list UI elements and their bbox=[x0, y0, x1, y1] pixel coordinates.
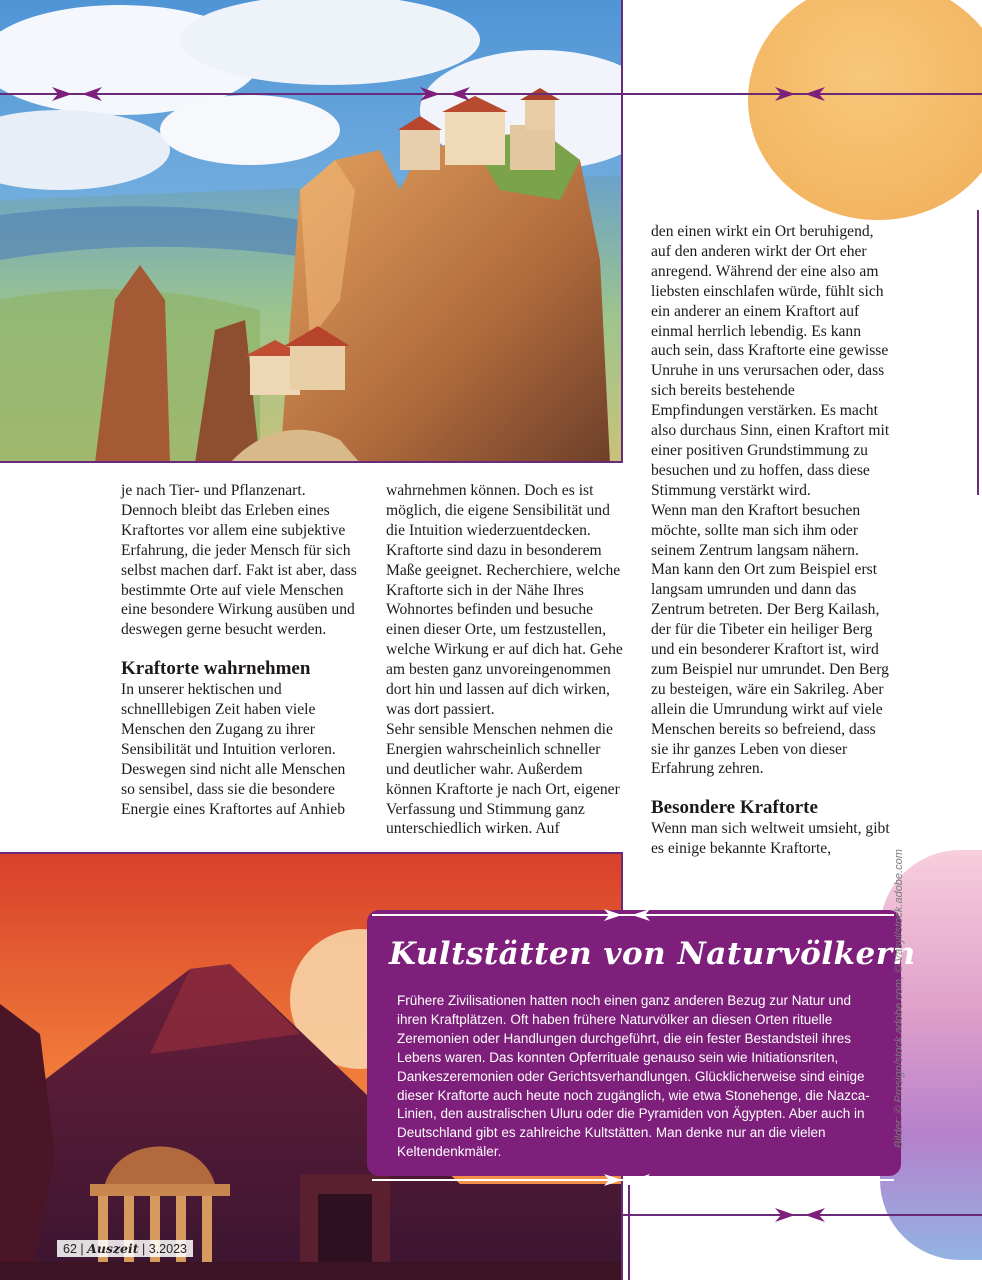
body-paragraph: je nach Tier- und Pflanzenart. Dennoch bleibt das Erleben eines Kraftortes vor allem eine subjektive Erfahrung, die jeder Mensch für sich selbst machen darf. Fakt ist aber, dass bestimmte Orte auf viele Menschen eine besondere Wirkung ausüben und deswegen gerne besucht werden. bbox=[121, 482, 357, 639]
body-paragraph: den einen wirkt ein Ort beruhigend, auf den anderen wirkt der Ort eher anregend. Während der eine also am liebsten einschlafen würde, fühlt sich ein anderer an einem Kraftort auf einmal herrlich lebendig. Es kann auch sein, dass Kraftorte eine gewisse Unruhe in uns verursachen oder, dass sich bereits bestehende Empfindungen verstärken. Es macht also durchaus Sinn, einen Kraftort mit einer positiven Grundstimmung zu besuchen und zu hoffen, dass diese Stimmung verstärkt wird. bbox=[651, 223, 890, 499]
page-number: 62 bbox=[63, 1242, 77, 1256]
info-box-text: Frühere Zivilisationen hatten noch einen ganz anderen Bezug zur Natur und ihren Kraftplätzen. Oft haben frühere Naturvölker an diesen Orten rituelle Zeremonien oder Handlungen durchgeführt, die ein fester Bestandsteil ihres Lebens waren. Das konnten Opferrituale genauso sein wie Initiationsriten, Dankeszeremonien oder Gerichtsverhandlungen. Glücklicherweise sind einige dieser Kraftorte auch heute noch zugänglich, wie etwa Stonehenge, die Nazca-Linien, den australischen Uluru oder die Pyramiden von Ägypten. Aber auch in Deutschland gibt es zahlreiche Kultstätten. Man denke nur an die vielen Keltendenkmäler. bbox=[397, 993, 870, 1160]
body-paragraph: Wenn man sich weltweit umsieht, gibt es einige bekannte Kraftorte, bbox=[651, 820, 890, 858]
arrow-divider bbox=[0, 84, 982, 104]
body-paragraph: In unserer hektischen und schnelllebigen Zeit haben viele Menschen den Zugang zu ihrer Sensibilität und Intuition verloren. Deswegen sind nicht alle Menschen so sensibel, dass sie die besondere Energie eines Kraftortes auf Anhieb bbox=[121, 681, 346, 818]
body-paragraph: wahrnehmen können. Doch es ist möglich, die eigene Sensibilität und die Intuition wiederzuentdecken. Kraftorte sind dazu in besonderem Maße geeignet. Recherchiere, welche Kraftorte sich in der Nähe Ihres Wohnortes befinden und besuche einen dieser Orte, um festzustellen, welche Wirkung er auf dich hat. Gehe am besten ganz unvoreingenommen dort hin und lassen auf dich wirken, was dort passiert. bbox=[386, 482, 623, 718]
body-paragraph: Wenn man den Kraftort besuchen möchte, sollte man sich ihm oder seinem Zentrum langsam nähern. Man kann den Ort zum Beispiel erst langsam umrunden und dann das Zentrum betreten. Der Berg Kailash, der für die Tibeter ein heiliger Berg und ein besonderer Kraftort ist, wird zum Beispiel nur umrundet. Den Berg zu besteigen, wäre ein Sakrileg. Aber allein die Umrundung wirkt auf viele Menschen bereits so befreiend, dass sie ihr ganzes Leben von dieser Erfahrung zehren. bbox=[651, 501, 889, 778]
info-box bbox=[367, 910, 916, 1176]
sun-decoration bbox=[748, 0, 982, 220]
text-column-2 bbox=[386, 481, 626, 839]
text-column-1 bbox=[121, 481, 361, 820]
body-paragraph: Sehr sensible Menschen nehmen die Energien wahrscheinlich schneller und deutlicher wahr. Außerdem können Kraftorte je nach Ort, eigener Verfassung und Stimmung ganz unterschiedlich wirken. Auf bbox=[386, 720, 620, 838]
separator: | bbox=[80, 1242, 84, 1256]
magazine-brand: Auszeit bbox=[87, 1241, 139, 1256]
page-footer bbox=[57, 1240, 193, 1257]
frame-line bbox=[628, 1185, 630, 1280]
arrow-divider bbox=[372, 907, 894, 923]
section-heading: Kraftorte wahrnehmen bbox=[121, 658, 311, 680]
issue-number: 3.2023 bbox=[148, 1242, 187, 1256]
section-heading: Besondere Kraftorte bbox=[651, 797, 818, 819]
monastery-illustration bbox=[0, 0, 623, 463]
info-box-title: Kultstätten von Naturvölkern bbox=[389, 936, 916, 972]
image-credit: Bilder: © Prosign/stock.adobe.com, © Vasyl/stock.adobe.com bbox=[893, 849, 905, 1148]
text-column-3 bbox=[651, 222, 891, 859]
frame-line bbox=[977, 210, 979, 495]
arrow-divider bbox=[372, 1172, 894, 1188]
separator: | bbox=[142, 1242, 146, 1256]
